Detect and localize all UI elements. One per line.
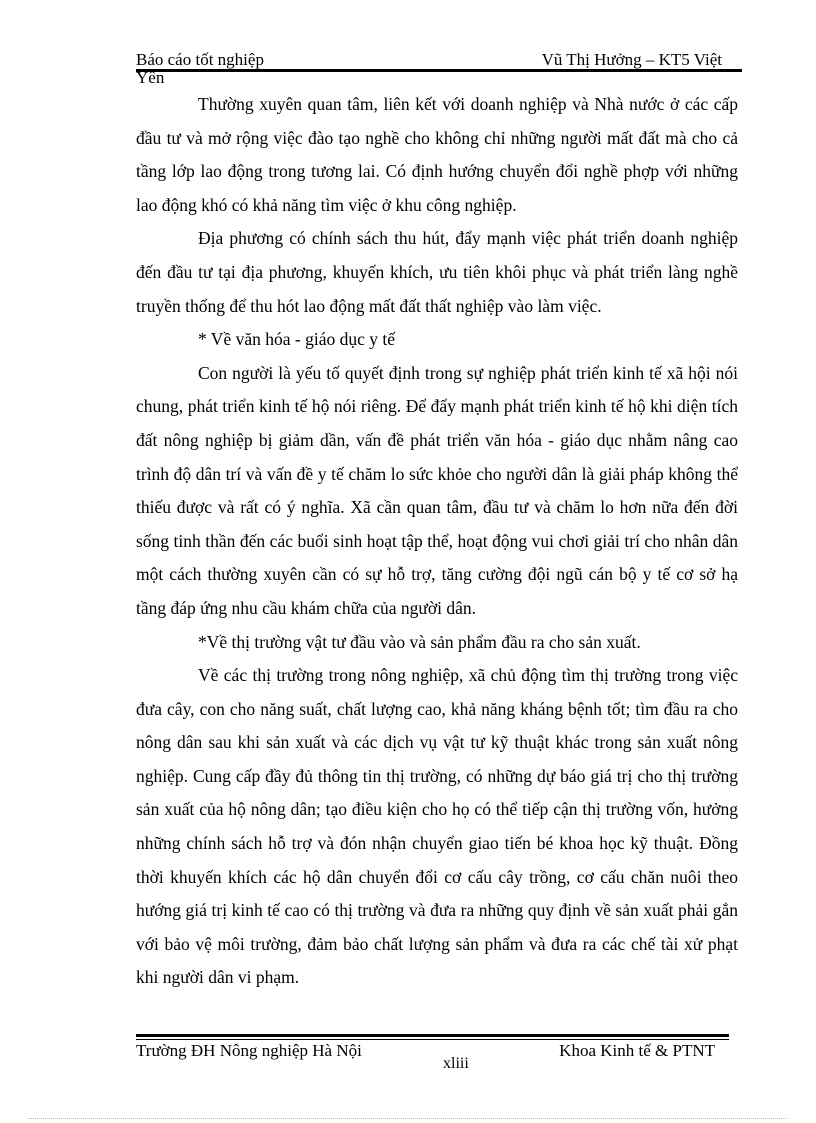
header-report-title: Báo cáo tốt nghiệp	[136, 50, 264, 69]
paragraph-vocational-training: Thường xuyên quan tâm, liên kết với doanh nghiệp và Nhà nước ở các cấp đầu tư và mở rộng việc đào tạo nghề cho không chỉ những người mất đất mà cho cả tầng lớp lao động trong tương lai. Có định hướng chuyển đổi nghề phợp với những lao động khó có khả năng tìm việc ở khu công nghiệp.	[136, 94, 738, 215]
section-heading-market: *Về thị trường vật tư đầu vào và sản phẩm đầu ra cho sản xuất.	[198, 631, 641, 652]
footer-rule-thick	[136, 1034, 729, 1037]
paragraph-business-attraction: Địa phương có chính sách thu hút, đẩy mạnh việc phát triển doanh nghiệp đến đầu tư tại địa phương, khuyến khích, ưu tiên khôi phục và phát triển làng nghề truyền thống để thu hót lao động mất đất thất nghiệp vào làm việc.	[136, 228, 738, 316]
paragraph-culture-education: Con người là yếu tố quyết định trong sự nghiệp phát triển kinh tế xã hội nói chung, phát triển kinh tế hộ nói riêng. Để đẩy mạnh phát triển kinh tế hộ khi diện tích đất nông nghiệp bị giảm dần, vấn đề phát triển văn hóa - giáo dục nhằm nâng cao trình độ dân trí và vấn đề y tế chăm lo sức khỏe cho người dân là giải pháp không thể thiếu được và rất có ý nghĩa. Xã cần quan tâm, đầu tư và chăm lo hơn nữa đến đời sống tinh thần đến các buổi sinh hoạt tập thể, hoạt động vui chơi giải trí cho nhân dân một cách thường xuyên cần có sự hỗ trợ, tăng cường đội ngũ cán bộ y tế cơ sở hạ tầng đáp ứng nhu cầu khám chữa của người dân.	[136, 362, 738, 618]
section-heading-culture-education: * Về văn hóa - giáo dục y tế	[198, 329, 395, 350]
page-number: xliii	[443, 1055, 469, 1072]
footer-rule-thin	[136, 1039, 729, 1040]
page-footer	[136, 1041, 729, 1081]
footer-faculty: Khoa Kinh tế & PTNT	[559, 1041, 715, 1060]
header-author-wrap: Yên	[136, 68, 165, 87]
footer-university: Trường ĐH Nông nghiệp Hà Nội	[136, 1041, 362, 1060]
page-bottom-dotted-line	[28, 1118, 788, 1119]
header-author: Vũ Thị Hưởng – KT5 Việt	[541, 50, 722, 69]
page-body	[136, 88, 738, 995]
header-rule	[136, 69, 742, 72]
paragraph-market: Về các thị trường trong nông nghiệp, xã chủ động tìm thị trường trong việc đưa cây, con cho năng suất, chất lượng cao, khả năng kháng bệnh tốt; tìm đầu ra cho nông dân sau khi sản xuất và các dịch vụ vật tư kỹ thuật khác trong sản xuất nông nghiệp. Cung cấp đầy đủ thông tin thị trường, có những dự báo giá trị cho thị trường sản xuất của hộ nông dân; tạo điều kiện cho họ có thể tiếp cận thị trường vốn, hưởng những chính sách hỗ trợ và đón nhận chuyển giao tiến bé khoa học kỹ thuật. Đồng thời khuyến khích các hộ dân chuyển đổi cơ cấu cây trồng, cơ cấu chăn nuôi theo hướng giá trị kinh tế cao có thị trường và đưa ra những quy định về sản xuất phải gắn với bảo vệ môi trường, đảm bảo chất lượng sản phẩm và đưa ra các chế tài xử phạt khi người dân vi phạm.	[136, 665, 738, 988]
